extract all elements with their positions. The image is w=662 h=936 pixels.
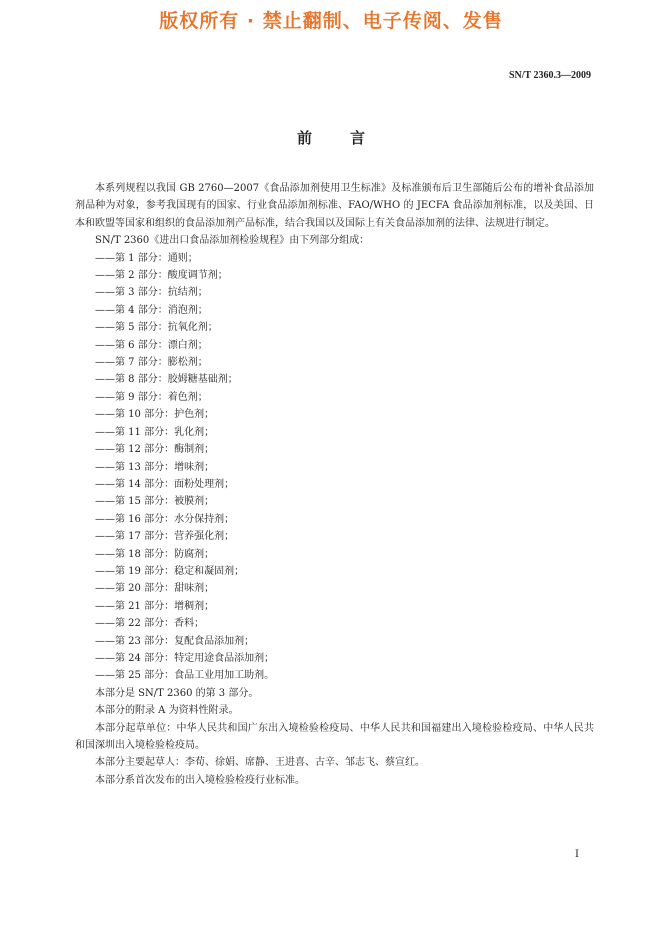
list-item: ——第 2 部分：酸度调节剂； xyxy=(95,270,228,282)
foreword-body xyxy=(75,180,594,789)
list-item: ——第 22 部分：香料； xyxy=(95,618,205,630)
parts-list xyxy=(75,250,594,685)
list-item: ——第 5 部分：抗氧化剂； xyxy=(95,322,218,334)
list-item: ——第 1 部分：通则； xyxy=(95,252,198,264)
list-item: ——第 11 部分：乳化剂； xyxy=(95,426,215,438)
list-item: ——第 6 部分：漂白剂； xyxy=(95,339,208,351)
list-item: ——第 4 部分：消泡剂； xyxy=(95,304,208,316)
list-item: ——第 8 部分：胶姆糖基础剂； xyxy=(95,374,238,386)
list-item: ——第 24 部分：特定用途食品添加剂； xyxy=(95,652,275,664)
list-item: ——第 25 部分：食品工业用加工助剂。 xyxy=(95,670,275,682)
standard-number: SN/T 2360.3—2009 xyxy=(508,70,591,81)
list-item: ——第 3 部分：抗结剂； xyxy=(95,287,208,299)
annex-note: 本部分的附录 A 为资料性附录。 xyxy=(95,705,239,717)
list-item: ——第 10 部分：护色剂； xyxy=(95,409,215,421)
drafters: 本部分主要起草人：李荀、徐娟、席静、王进喜、古辛、邹志飞、蔡宣红。 xyxy=(95,757,425,769)
drafting-units: 本部分起草单位：中华人民共和国广东出入境检验检疫局、中华人民共和国福建出入境检验检疫局、中华人民共和国深圳出入境检验检疫局。 xyxy=(75,722,594,751)
list-item: ——第 14 部分：面粉处理剂； xyxy=(95,478,235,490)
list-item: ——第 18 部分：防腐剂； xyxy=(95,548,215,560)
list-item: ——第 21 部分：增稠剂； xyxy=(95,600,215,612)
list-item: ——第 20 部分：甜味剂； xyxy=(95,583,215,595)
list-item: ——第 12 部分：酶制剂； xyxy=(95,444,215,456)
list-item: ——第 15 部分：被膜剂； xyxy=(95,496,215,508)
composition-intro: SN/T 2360《进出口食品添加剂检验规程》由下列部分组成： xyxy=(95,235,370,247)
first-release-note: 本部分系首次发布的出入境检验检疫行业标准。 xyxy=(95,774,305,786)
page-title: 前言 xyxy=(296,129,403,147)
list-item: ——第 23 部分：复配食品添加剂； xyxy=(95,635,255,647)
list-item: ——第 17 部分：营养强化剂； xyxy=(95,531,235,543)
scope-note: 本部分是 SN/T 2360 的第 3 部分。 xyxy=(95,687,259,699)
copyright-watermark: 版权所有 · 禁止翻制、电子传阅、发售 xyxy=(159,10,503,32)
list-item: ——第 9 部分：着色剂； xyxy=(95,391,208,403)
list-item: ——第 7 部分：膨松剂； xyxy=(95,357,208,369)
page-number: I xyxy=(575,849,579,860)
list-item: ——第 19 部分：稳定和凝固剂； xyxy=(95,565,245,577)
list-item: ——第 13 部分：增味剂； xyxy=(95,461,215,473)
intro-paragraph: 本系列规程以我国 GB 2760—2007《食品添加剂使用卫生标准》及标准颁布后卫生部随后公布的增补食品添加剂品种为对象，参考我国现有的国家、行业食品添加剂标准、FAO/WHO 的 JECFA 食品添加剂标准，以及美国、日本和欧盟等国家和组织的食品添加剂产品标准，结合我国以及国际上有关食品添加剂的法律、法规进行制定。 xyxy=(75,183,594,229)
list-item: ——第 16 部分：水分保持剂； xyxy=(95,513,235,525)
